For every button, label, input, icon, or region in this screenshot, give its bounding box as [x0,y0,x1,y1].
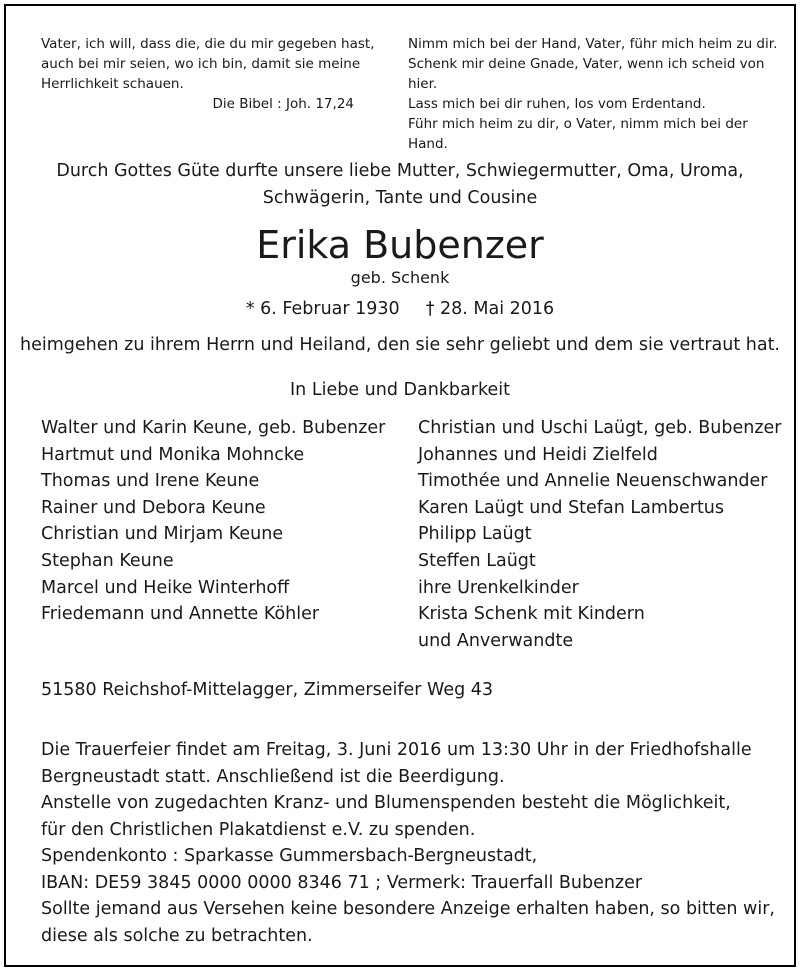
verse-line: Vater, ich will, dass die, die du mir gegeben hast, [41,36,375,52]
obituary-notice [4,4,796,967]
mourner-entry: Hartmut und Monika Mohncke [41,444,305,465]
mourner-entry: Stephan Keune [41,550,174,571]
intro-line: Durch Gottes Güte durfte unsere liebe Mutter, Schwiegermutter, Oma, Uroma, [56,161,744,181]
mourner-entry: Karen Laügt und Stefan Lambertus [418,497,725,518]
mourner-entry: Marcel und Heike Winterhoff [41,577,290,598]
verse-line: Schenk mir deine Gnade, Vater, wenn ich scheid von hier. [408,56,765,92]
service-line: Die Trauerfeier findet am Freitag, 3. Juni 2016 um 13:30 Uhr in der Friedhofshalle [41,740,752,760]
mourner-entry: Timothée und Annelie Neuenschwander [418,471,768,492]
mourners-right-column [418,415,781,654]
service-line: Anstelle von zugedachten Kranz- und Blumenspenden besteht die Möglichkeit, [41,793,731,813]
verse-line: Führ mich heim zu dir, o Vater, nimm mich bei der Hand. [408,116,748,152]
deceased-name: Erika Bubenzer [256,223,544,267]
hymn-verse [408,34,788,154]
service-line: für den Christlichen Plakatdienst e.V. zu spenden. [41,819,476,840]
mourner-entry: Krista Schenk mit Kindern [418,604,645,625]
verse-line: Lass mich bei dir ruhen, los vom Erdentand. [408,96,706,112]
mourner-entry: Philipp Laügt [418,524,532,545]
mourner-entry: Walter und Karin Keune, geb. Bubenzer [41,418,386,438]
mourner-entry: Thomas und Irene Keune [41,471,260,492]
service-line: diese als solche zu betrachten. [41,925,313,946]
mourner-entry: Christian und Mirjam Keune [41,524,284,545]
homegoing-text: heimgehen zu ihrem Herrn und Heiland, den sie sehr geliebt und dem sie vertraut hat. [19,335,780,355]
mourner-entry: Johannes und Heidi Zielfeld [418,444,658,465]
mourner-entry: und Anverwandte [418,630,574,651]
verse-line: Nimm mich bei der Hand, Vater, führ mich heim zu dir. [408,36,778,52]
maiden-name: geb. Schenk [350,268,450,287]
birth-date: * 6. Februar 1930 [245,299,400,319]
verse-line: auch bei mir seien, wo ich bin, damit sie meine [41,56,361,72]
service-line: Bergneustadt statt. Anschließend ist die Beerdigung. [41,766,505,787]
mourners-left-column [41,415,385,628]
intro-text [6,158,794,212]
life-dates [6,297,794,321]
verse-line: Herrlichkeit schauen. [41,76,184,92]
service-line: Sollte jemand aus Versehen keine besondere Anzeige erhalten haben, so bitten wir, [41,899,775,919]
death-date: † 28. Mai 2016 [425,299,555,319]
bible-verse [41,34,381,114]
verse-source: Die Bibel : Joh. 17,24 [212,96,354,112]
mourner-entry: Christian und Uschi Laügt, geb. Bubenzer [418,418,782,438]
mourner-entry: Rainer und Debora Keune [41,497,266,518]
intro-line: Schwägerin, Tante und Cousine [262,188,538,208]
mourner-entry: Steffen Laügt [418,550,536,571]
service-line: Spendenkonto : Sparkasse Gummersbach-Bergneustadt, [41,846,538,866]
service-information [41,737,775,949]
thanks-line: In Liebe und Dankbarkeit [290,380,510,400]
mourner-entry: ihre Urenkelkinder [418,577,579,598]
family-address: 51580 Reichshof-Mittelagger, Zimmerseifer Weg 43 [41,680,494,700]
mourner-entry: Friedemann und Annette Köhler [41,604,320,625]
service-line: IBAN: DE59 3845 0000 0000 8346 71 ; Vermerk: Trauerfall Bubenzer [41,872,643,893]
